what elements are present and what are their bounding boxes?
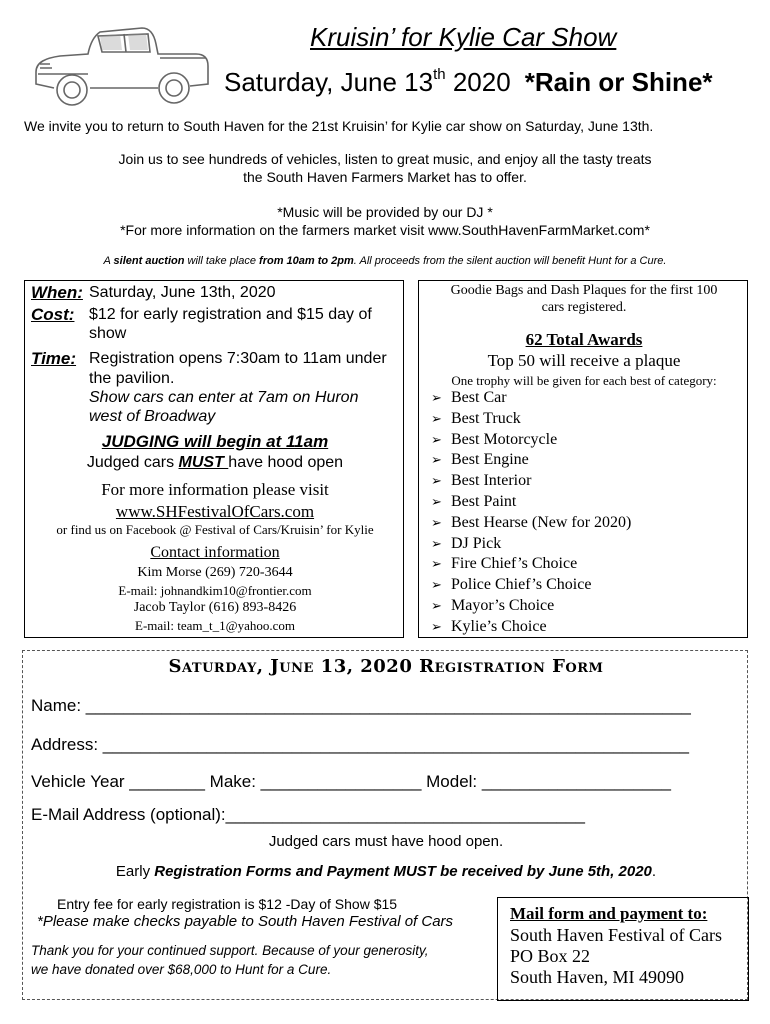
time-line-3: Show cars can enter at 7am on Huron <box>89 389 359 406</box>
early-deadline: Early Registration Forms and Payment MUST be received by June 5th, 2020. <box>115 863 657 880</box>
plaque-note: Top 50 will receive a plaque <box>487 351 681 370</box>
time-label: Time: <box>31 349 77 368</box>
award-item: ➢ Best Car <box>431 388 631 409</box>
contact-heading: Contact information <box>150 544 280 561</box>
trophy-note: One trophy will be given for each best of category: <box>451 373 717 388</box>
award-item: ➢ Best Engine <box>431 450 631 471</box>
more-info-text: For more information please visit <box>101 480 329 499</box>
award-item: ➢ Mayor’s Choice <box>431 596 631 617</box>
event-details-box <box>24 280 404 638</box>
facebook-text: or find us on Facebook @ Festival of Cars/Kruisin’ for Kylie <box>56 522 374 537</box>
award-item: ➢ DJ Pick <box>431 534 631 555</box>
arrow-bullet-icon: ➢ <box>431 577 442 593</box>
contact-1-email: E-mail: johnandkim10@frontier.com <box>118 583 312 598</box>
goodie-bags-1: Goodie Bags and Dash Plaques for the first 100 <box>450 283 718 298</box>
email-field[interactable]: E-Mail Address (optional):______________________________________ <box>31 805 585 824</box>
time-line-1: Registration opens 7:30am to 11am under <box>89 350 387 367</box>
arrow-bullet-icon: ➢ <box>431 597 442 613</box>
time-line-4: west of Broadway <box>89 408 216 425</box>
website-link[interactable]: www.SHFestivalOfCars.com <box>115 502 315 521</box>
event-title: Kruisin’ for Kylie Car Show <box>310 22 617 52</box>
arrow-bullet-icon: ➢ <box>431 493 442 509</box>
when-value: Saturday, June 13th, 2020 <box>89 284 276 301</box>
arrow-bullet-icon: ➢ <box>431 556 442 572</box>
name-field[interactable]: Name: ________________________________________________________________ <box>31 696 691 715</box>
award-item: ➢ Best Motorcycle <box>431 430 631 451</box>
contact-2-email: E-mail: team_t_1@yahoo.com <box>135 618 295 633</box>
join-text-2: the South Haven Farmers Market has to offer. <box>243 169 527 185</box>
award-item: ➢ Police Chief’s Choice <box>431 575 631 596</box>
entry-fee: Entry fee for early registration is $12 -Day of Show $15 <box>57 896 398 912</box>
thanks-line-1: Thank you for your continued support. Because of your generosity, <box>31 943 429 958</box>
award-item: ➢ Kylie’s Choice <box>431 617 631 638</box>
total-awards: 62 Total Awards <box>525 330 643 349</box>
contact-2-name: Jacob Taylor (616) 893-8426 <box>133 600 297 615</box>
judging-heading: JUDGING will begin at 11am <box>101 432 329 451</box>
award-item: ➢ Best Hearse (New for 2020) <box>431 513 631 534</box>
checks-payable: *Please make checks payable to South Haven Festival of Cars <box>37 913 454 930</box>
arrow-bullet-icon: ➢ <box>431 514 442 530</box>
silent-auction-note: A silent auction will take place from 10am to 2pm. All proceeds from the silent auction will benefit Hunt for a Cure. <box>103 255 667 267</box>
farmers-market-note: *For more information on the farmers market visit www.SouthHavenFarmMarket.com* <box>120 222 650 238</box>
vehicle-fields[interactable]: Vehicle Year ________ Make: _________________ Model: ____________________ <box>31 772 671 791</box>
mail-heading: Mail form and payment to: <box>510 904 708 923</box>
music-note: *Music will be provided by our DJ * <box>277 204 493 220</box>
registration-form <box>22 650 748 1000</box>
award-item: ➢ Best Paint <box>431 492 631 513</box>
award-item: ➢ Fire Chief’s Choice <box>431 554 631 575</box>
cost-label: Cost: <box>31 305 75 324</box>
arrow-bullet-icon: ➢ <box>431 535 442 551</box>
event-date: Saturday, June 13th 2020 *Rain or Shine* <box>224 66 713 97</box>
awards-list <box>431 388 631 638</box>
contact-1-name: Kim Morse (269) 720-3644 <box>137 565 293 580</box>
invite-text: We invite you to return to South Haven for the 21st Kruisin’ for Kylie car show on Saturday, June 13th. <box>24 118 654 134</box>
rain-or-shine: *Rain or Shine* <box>524 67 713 97</box>
arrow-bullet-icon: ➢ <box>431 410 442 426</box>
thanks-line-2: we have donated over $68,000 to Hunt for a Cure. <box>31 962 332 977</box>
cost-line-1: $12 for early registration and $15 day of <box>89 306 372 323</box>
award-item: ➢ Best Truck <box>431 409 631 430</box>
cost-line-2: show <box>89 325 127 342</box>
award-item: ➢ Best Interior <box>431 471 631 492</box>
mailing-address-box <box>497 897 749 1001</box>
join-text-1: Join us to see hundreds of vehicles, listen to great music, and enjoy all the tasty treats <box>118 151 652 167</box>
mail-line-3: South Haven, MI 49090 <box>510 967 684 987</box>
when-label: When: <box>31 283 83 302</box>
address-field[interactable]: Address: ______________________________________________________________ <box>31 735 689 754</box>
hood-note: Judged cars must have hood open. <box>268 833 504 850</box>
vintage-truck-illustration <box>30 14 215 114</box>
arrow-bullet-icon: ➢ <box>431 452 442 468</box>
arrow-bullet-icon: ➢ <box>431 473 442 489</box>
time-line-2: the pavilion. <box>89 370 175 387</box>
judged-cars-note: Judged cars MUST have hood open <box>86 454 344 471</box>
form-title: Saturday, June 13, 2020 Registration Form <box>168 656 604 677</box>
arrow-bullet-icon: ➢ <box>431 431 442 447</box>
arrow-bullet-icon: ➢ <box>431 618 442 634</box>
goodie-bags-2: cars registered. <box>541 300 627 315</box>
awards-box <box>418 280 748 638</box>
mail-line-2: PO Box 22 <box>510 946 591 966</box>
arrow-bullet-icon: ➢ <box>431 390 442 405</box>
mail-line-1: South Haven Festival of Cars <box>510 925 722 945</box>
